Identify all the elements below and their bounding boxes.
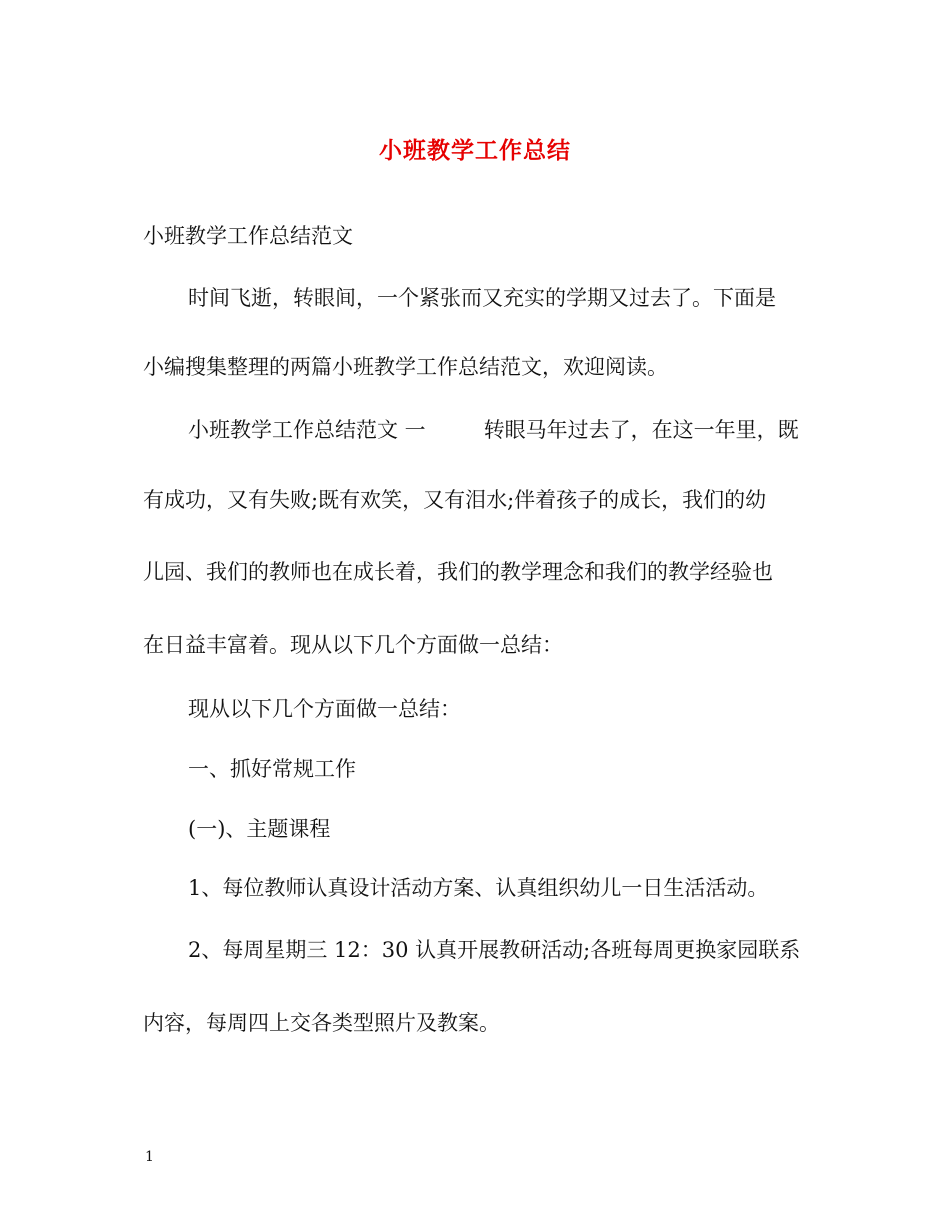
paragraph-line-5: 有成功，又有失败;既有欢笑，又有泪水;伴着孩子的成长，我们的幼 <box>143 488 767 512</box>
list-item-1: 1、每位教师认真设计活动方案、认真组织幼儿一日生活活动。 <box>188 876 769 900</box>
list-item-2-continued: 内容，每周四上交各类型照片及教案。 <box>143 1011 500 1035</box>
section-heading-1: 一、抓好常规工作 <box>188 757 356 781</box>
section-opening-text: 转眼马年过去了，在这一年里，既 <box>483 418 799 442</box>
paragraph-line-2: 时间飞逝，转眼间，一个紧张而又充实的学期又过去了。下面是 <box>188 286 776 310</box>
paragraph-line-3: 小编搜集整理的两篇小班教学工作总结范文，欢迎阅读。 <box>143 355 668 379</box>
paragraph-line-6: 儿园、我们的教师也在成长着，我们的教学理念和我们的教学经验也 <box>143 560 773 584</box>
document-title: 小班教学工作总结 <box>379 137 571 164</box>
paragraph-line-4 <box>188 416 799 444</box>
section-heading-text: 小班教学工作总结范文 一 <box>188 418 426 442</box>
list-item-2: 2、每周星期三 12：30 认真开展教研活动;各班每周更换家园联系 <box>188 938 801 962</box>
page-number: 1 <box>145 1149 154 1165</box>
subsection-heading-1: (一)、主题课程 <box>188 817 331 841</box>
paragraph-line-1: 小班教学工作总结范文 <box>143 224 353 248</box>
paragraph-line-7: 在日益丰富着。现从以下几个方面做一总结： <box>143 633 563 657</box>
paragraph-line-8: 现从以下几个方面做一总结： <box>188 697 461 721</box>
